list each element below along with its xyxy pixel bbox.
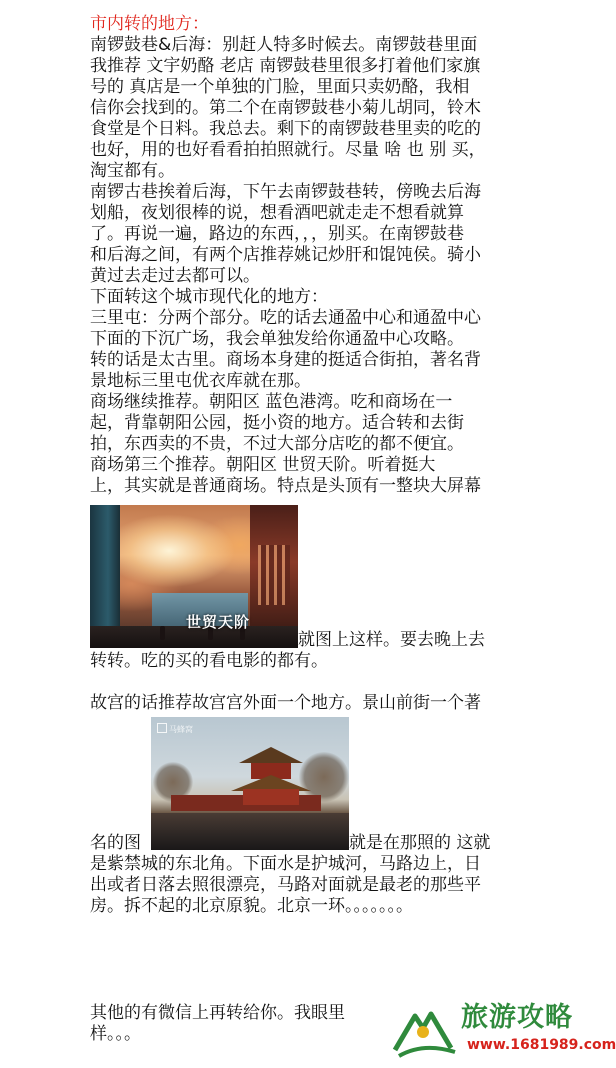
text-line: 转转。吃的买的看电影的都有。 <box>90 651 328 671</box>
logo-brand-text: 旅游攻略 <box>461 1002 573 1033</box>
text-line: 下面的下沉广场，我会单独发给你通盈中心攻略。 <box>90 329 464 349</box>
image1-caption: 就图上这样。要去晚上去 <box>298 630 485 650</box>
text-line: 淘宝都有。 <box>90 161 175 181</box>
text-line: 信你会找到的。第二个在南锣鼓巷小菊儿胡同，铃木 <box>90 98 481 118</box>
text-line: 和后海之间，有两个店推荐姚记炒肝和馄饨侯。骑小 <box>90 245 481 265</box>
mountain-logo-icon <box>393 1002 459 1062</box>
section-title: 市内转的地方： <box>90 14 209 34</box>
mall-canopy-photo <box>90 505 298 648</box>
text-line <box>90 672 520 693</box>
article-body <box>90 14 520 497</box>
text-line: 食堂是个日料。我总去。剩下的南锣鼓巷里卖的吃的 <box>90 119 481 139</box>
mall-sign-text: 世贸天阶 <box>186 613 251 631</box>
text-line: 南锣鼓巷&后海：别赶人特多时候去。南锣鼓巷里面 <box>90 35 478 55</box>
text-line: 房。拆不起的北京原貌。北京一环。。。。。。。 <box>90 896 413 916</box>
text-line: 号的 真店是一个单独的门脸，里面只卖奶酪，我相 <box>90 77 470 97</box>
text-line: 故宫的话推荐故宫宫外面一个地方。景山前街一个著 <box>90 693 481 713</box>
text-line: 也好，用的也好看看拍拍照就行。尽量 啥 也 别 买， <box>90 140 486 160</box>
text-line: 三里屯：分两个部分。吃的话去通盈中心和通盈中心 <box>90 308 481 328</box>
image2-caption-right: 就是在那照的 这就 <box>349 833 491 853</box>
text-line: 景地标三里屯优衣库就在那。 <box>90 371 311 391</box>
text-line: 我推荐 文宇奶酪 老店 南锣鼓巷里很多打着他们家旗 <box>90 56 481 76</box>
photo-watermark: 马蜂窝 <box>157 723 197 734</box>
text-line: 商场继续推荐。朝阳区 蓝色港湾。吃和商场在一 <box>90 392 453 412</box>
text-line: 南锣古巷挨着后海，下午去南锣鼓巷转，傍晚去后海 <box>90 182 481 202</box>
text-line: 了。再说一遍，路边的东西，，，别买。在南锣鼓巷 <box>90 224 464 244</box>
forbidden-city-corner-tower-photo <box>151 717 349 850</box>
text-line: 划船，夜划很棒的说，想看酒吧就走走不想看就算 <box>90 203 464 223</box>
text-line: 商场第三个推荐。朝阳区 世贸天阶。听着挺大 <box>90 455 436 475</box>
logo-url-text: www.1681989.com <box>467 1037 616 1053</box>
text-line: 下面转这个城市现代化的地方： <box>90 287 328 307</box>
text-line: 上，其实就是普通商场。特点是头顶有一整块大屏幕 <box>90 476 481 496</box>
text-line: 样。。。 <box>90 1024 141 1044</box>
text-line: 出或者日落去照很漂亮，马路对面就是最老的那些平 <box>90 875 481 895</box>
paragraphs-bottom <box>90 854 520 917</box>
text-line: 转的话是太古里。商场本身建的挺适合街拍，著名背 <box>90 350 481 370</box>
paragraphs-top <box>90 35 520 497</box>
text-line: 起，背靠朝阳公园，挺小资的地方。适合转和去街 <box>90 413 464 433</box>
image2-caption-left: 名的图 <box>90 833 141 853</box>
text-line: 黄过去走过去都可以。 <box>90 266 260 286</box>
text-line: 是紫禁城的东北角。下面水是护城河，马路边上，日 <box>90 854 481 874</box>
site-logo <box>393 1000 616 1066</box>
text-line: 其他的有微信上再转给你。我眼里 <box>90 1003 345 1023</box>
paragraphs-mid <box>90 651 520 714</box>
text-line: 拍，东西卖的不贵，不过大部分店吃的都不便宜。 <box>90 434 464 454</box>
